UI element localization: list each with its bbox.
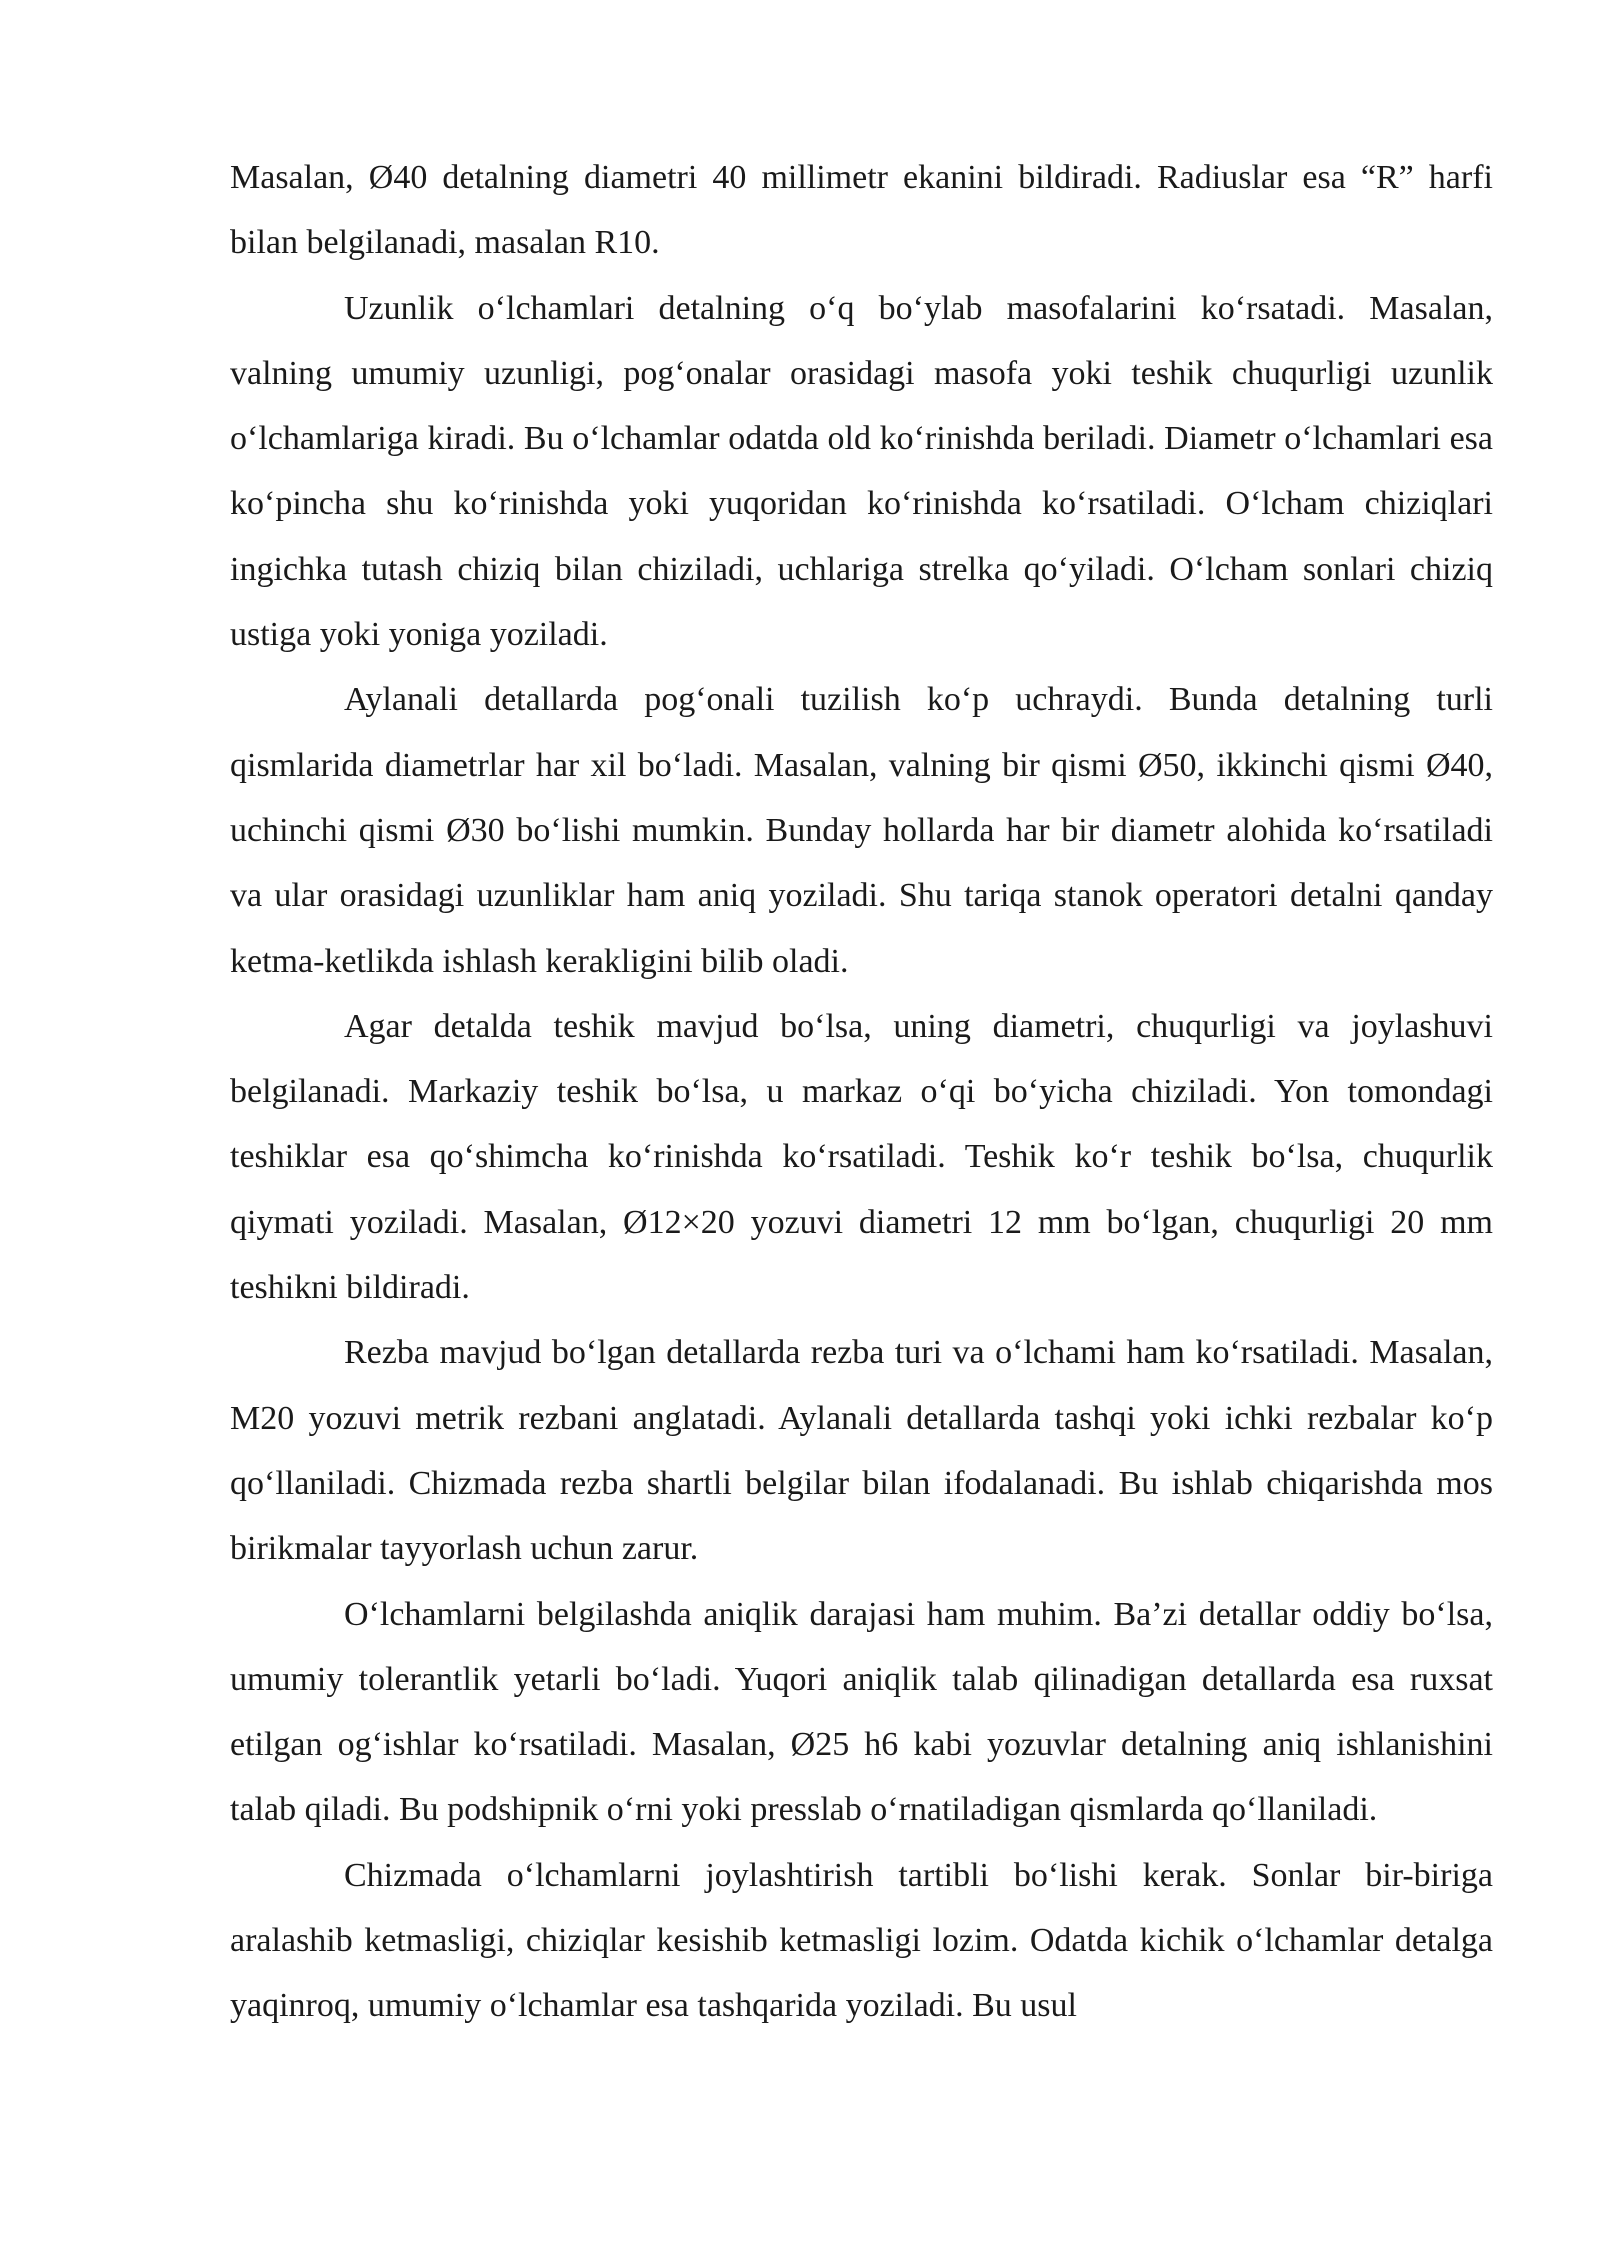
paragraph-2: Uzunlik o‘lchamlari detalning o‘q bo‘ylab masofalarini ko‘rsatadi. Masalan, valning umumiy uzunligi, pog‘onalar orasidagi masofa yoki teshik chuqurligi uzunlik o‘lchamlariga kiradi. Bu o‘lchamlar odatda old ko‘rinishda beriladi. Diametr o‘lchamlari esa ko‘pincha shu ko‘rinishda yoki yuqoridan ko‘rinishda ko‘rsatiladi. O‘lcham chiziqlari ingichka tutash chiziq bilan chiziladi, uchlariga strelka qo‘yiladi. O‘lcham sonlari chiziq ustiga yoki yoniga yoziladi. [230,289,1493,654]
paragraph-3: Aylanali detallarda pog‘onali tuzilish ko‘p uchraydi. Bunda detalning turli qismlarida diametrlar har xil bo‘ladi. Masalan, valning bir qismi Ø50, ikkinchi qismi Ø40, uchinchi qismi Ø30 bo‘lishi mumkin. Bunday hollarda har bir diametr alohida ko‘rsatiladi va ular orasidagi uzunliklar ham aniq yoziladi. Shu tariqa stanok operatori detalni qanday ketma-ketlikda ishlash kerakligini bilib oladi. [230,681,1493,980]
document-body [230,145,1493,2039]
paragraph-1: Masalan, Ø40 detalning diametri 40 millimetr ekanini bildiradi. Radiuslar esa “R” harfi bilan belgilanadi, masalan R10. [230,159,1493,262]
paragraph-5: Rezba mavjud bo‘lgan detallarda rezba turi va o‘lchami ham ko‘rsatiladi. Masalan, M20 yozuvi metrik rezbani anglatadi. Aylanali detallarda tashqi yoki ichki rezbalar ko‘p qo‘llaniladi. Chizmada rezba shartli belgilar bilan ifodalanadi. Bu ishlab chiqarishda mos birikmalar tayyorlash uchun zarur. [230,1334,1493,1568]
paragraph-7: Chizmada o‘lchamlarni joylashtirish tartibli bo‘lishi kerak. Sonlar bir-biriga aralashib ketmasligi, chiziqlar kesishib ketmasligi lozim. Odatda kichik o‘lchamlar detalga yaqinroq, umumiy o‘lchamlar esa tashqarida yoziladi. Bu usul [230,1856,1493,2025]
paragraph-6: O‘lchamlarni belgilashda aniqlik darajasi ham muhim. Ba’zi detallar oddiy bo‘lsa, umumiy tolerantlik yetarli bo‘ladi. Yuqori aniqlik talab qilinadigan detallarda esa ruxsat etilgan og‘ishlar ko‘rsatiladi. Masalan, Ø25 h6 kabi yozuvlar detalning aniq ishlanishini talab qiladi. Bu podshipnik o‘rni yoki presslab o‘rnatiladigan qismlarda qo‘llaniladi. [230,1595,1493,1829]
paragraph-4: Agar detalda teshik mavjud bo‘lsa, uning diametri, chuqurligi va joylashuvi belgilanadi. Markaziy teshik bo‘lsa, u markaz o‘qi bo‘yicha chiziladi. Yon tomondagi teshiklar esa qo‘shimcha ko‘rinishda ko‘rsatiladi. Teshik ko‘r teshik bo‘lsa, chuqurlik qiymati yoziladi. Masalan, Ø12×20 yozuvi diametri 12 mm bo‘lgan, chuqurligi 20 mm teshikni bildiradi. [230,1007,1493,1307]
